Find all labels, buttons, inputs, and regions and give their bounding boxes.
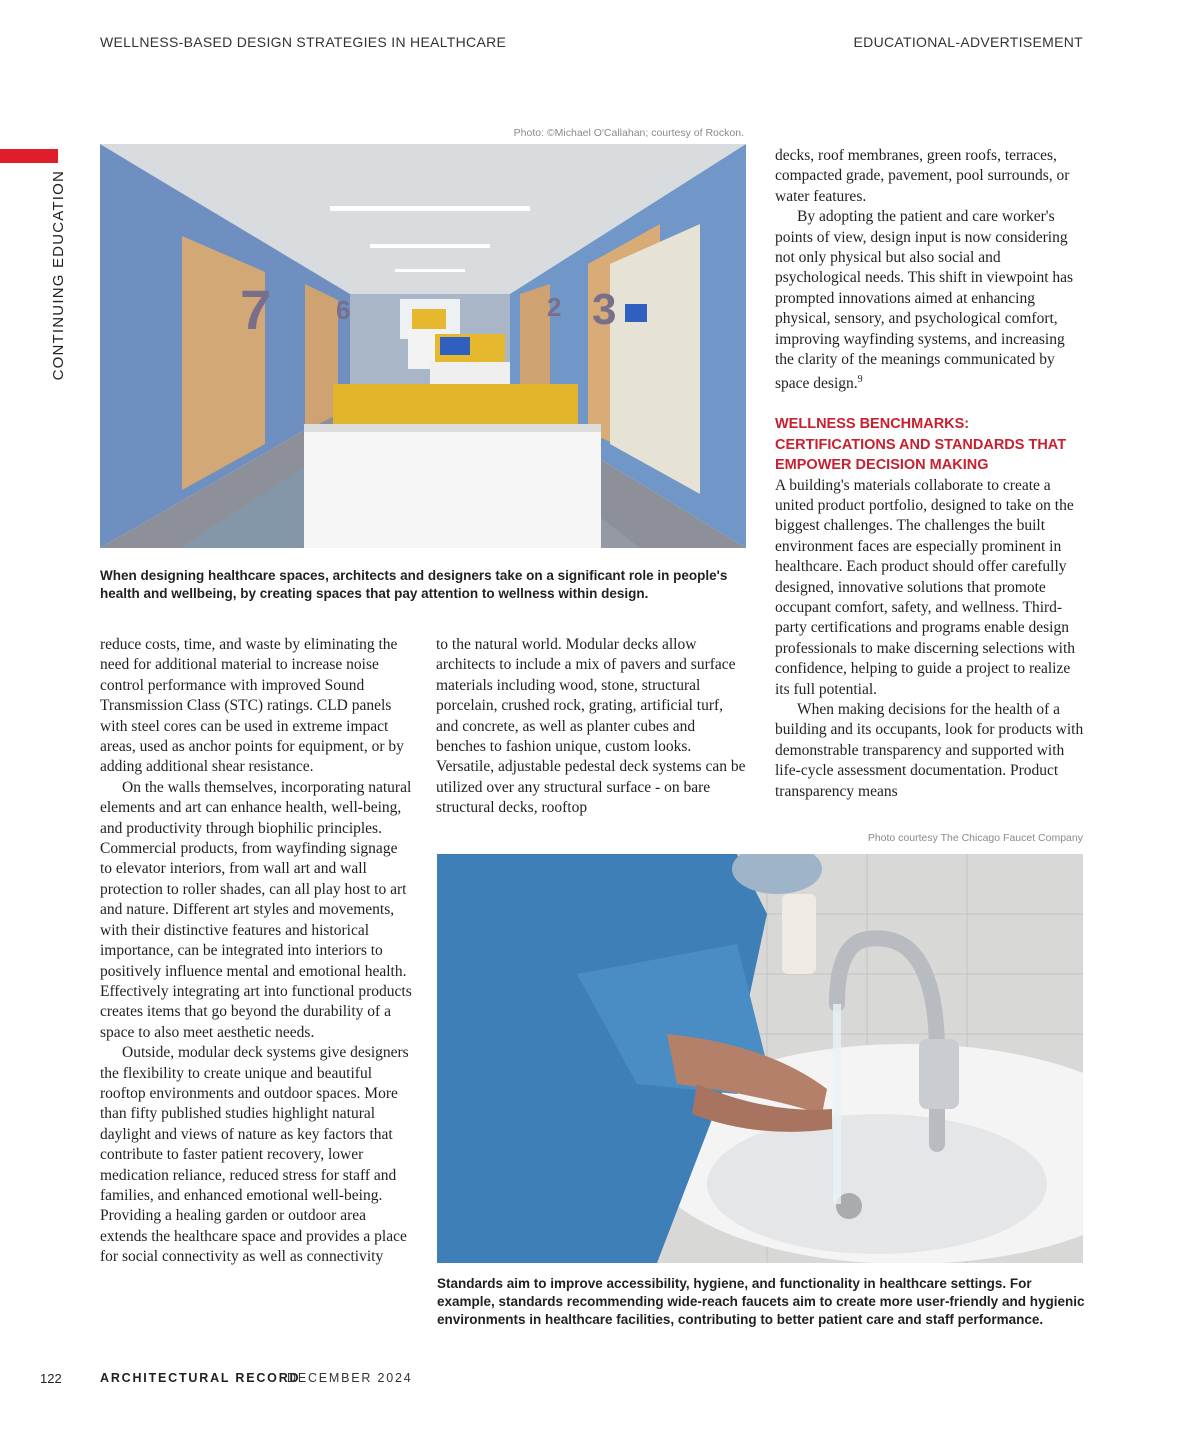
paragraph: reduce costs, time, and waste by eliminating the need for additional material to increase noise control performance with improved Sound Transmission Class (STC) ratings. CLD panels with steel cores can be used in extreme impact areas, used as anchor points for equipment, or by adding additional shear resistance. <box>100 636 404 776</box>
section-accent-bar <box>0 149 58 163</box>
paragraph <box>775 207 1087 395</box>
corridor-photo-caption: When designing healthcare spaces, architects and designers take on a significant role in people's health and wellbeing, by creating spaces that pay attention to wellness within design. <box>100 568 728 601</box>
paragraph: A building's materials collaborate to create a united product portfolio, designed to take on the biggest challenges. The challenges the built environment faces are especially prominent in healthcare. Each product should offer carefully designed, innovative solutions that promote occupant comfort, safety, and wellness. Third-party certifications and programs enable design professionals to make discerning selections with confidence, helping to guide a project to realize its full potential. <box>775 476 1076 698</box>
paragraph: to the natural world. Modular decks allow architects to include a mix of pavers and surface materials including wood, stone, structural porcelain, crushed rock, grating, artificial turf, and concrete, as well as planter cubes and benches to fashion unique, custom looks. Versatile, adjustable pedestal deck systems can be utilized over any structural surface - on bare structural decks, rooftop <box>436 636 746 817</box>
body-column-3 <box>775 146 1087 802</box>
paragraph: When making decisions for the health of a building and its occupants, look for products with demonstrable transparency and supported with life-cycle assessment documentation. Product transparency means <box>775 701 1084 800</box>
running-header-title: WELLNESS-BASED DESIGN STRATEGIES IN HEALTHCARE <box>100 34 507 50</box>
section-subhead: WELLNESS BENCHMARKS: CERTIFICATIONS AND STANDARDS THAT EMPOWER DECISION MAKING <box>775 416 1067 474</box>
handwashing-photo <box>437 854 1083 1263</box>
room-number-3: 3 <box>592 285 617 334</box>
footnote-reference: 9 <box>857 374 863 386</box>
issue-date: DECEMBER 2024 <box>287 1371 413 1385</box>
room-number-7: 7 <box>240 278 272 341</box>
photo-credit-faucet: Photo courtesy The Chicago Faucet Company <box>867 832 1083 844</box>
running-header-label: EDUCATIONAL-ADVERTISEMENT <box>853 34 1083 50</box>
handwashing-photo-caption: Standards aim to improve accessibility, hygiene, and functionality in healthcare settings. For example, standards recommending wide-reach faucets aim to create more user-friendly and hygienic environments in healthcare facilities, contributing to better patient care and staff performance. <box>437 1276 1085 1327</box>
paragraph: Outside, modular deck systems give designers the flexibility to create unique and beautiful rooftop environments and outdoor spaces. More than fifty published studies highlight natural daylight and views of nature as key factors that contribute to faster patient recovery, lower medication reliance, reduced stress for staff and families, and enhanced emotional well-being. Providing a healing garden or outdoor area extends the healthcare space and provides a place for social connectivity as well as connectivity <box>100 1044 409 1266</box>
body-column-1 <box>100 635 412 1268</box>
room-number-6: 6 <box>336 295 351 325</box>
page-number: 122 <box>40 1371 62 1386</box>
paragraph-text: By adopting the patient and care worker's points of view, design input is now considering not only physical but also social and psychological needs. This shift in viewpoint has prompted innovations aimed at enhancing physical, sensory, and psychological comfort, improving wayfinding systems, and increasing the clarity of the meanings communicated by space design. <box>775 208 1074 393</box>
body-column-2 <box>436 635 748 819</box>
corridor-photo <box>100 144 746 548</box>
publication-name: ARCHITECTURAL RECORD <box>100 1371 301 1385</box>
paragraph: On the walls themselves, incorporating natural elements and art can enhance health, well-being, and productivity through biophilic principles. Commercial products, from wayfinding signage to elevator interiors, from wall art and wall protection to roller shades, can all play host to art and nature. Different art styles and movements, with their distinctive features and historical importance, can be integrated into interiors to positively influence mental and emotional health. Effectively integrating art into functional products creates items that go beyond the durability of a space to also meet aesthetic needs. <box>100 778 412 1041</box>
section-side-label: CONTINUING EDUCATION <box>50 170 67 381</box>
photo-credit-corridor: Photo: ©Michael O'Callahan; courtesy of Rockon. <box>513 127 744 139</box>
paragraph: decks, roof membranes, green roofs, terraces, compacted grade, pavement, pool surrounds, or water features. <box>775 147 1070 205</box>
room-number-2: 2 <box>547 292 562 322</box>
